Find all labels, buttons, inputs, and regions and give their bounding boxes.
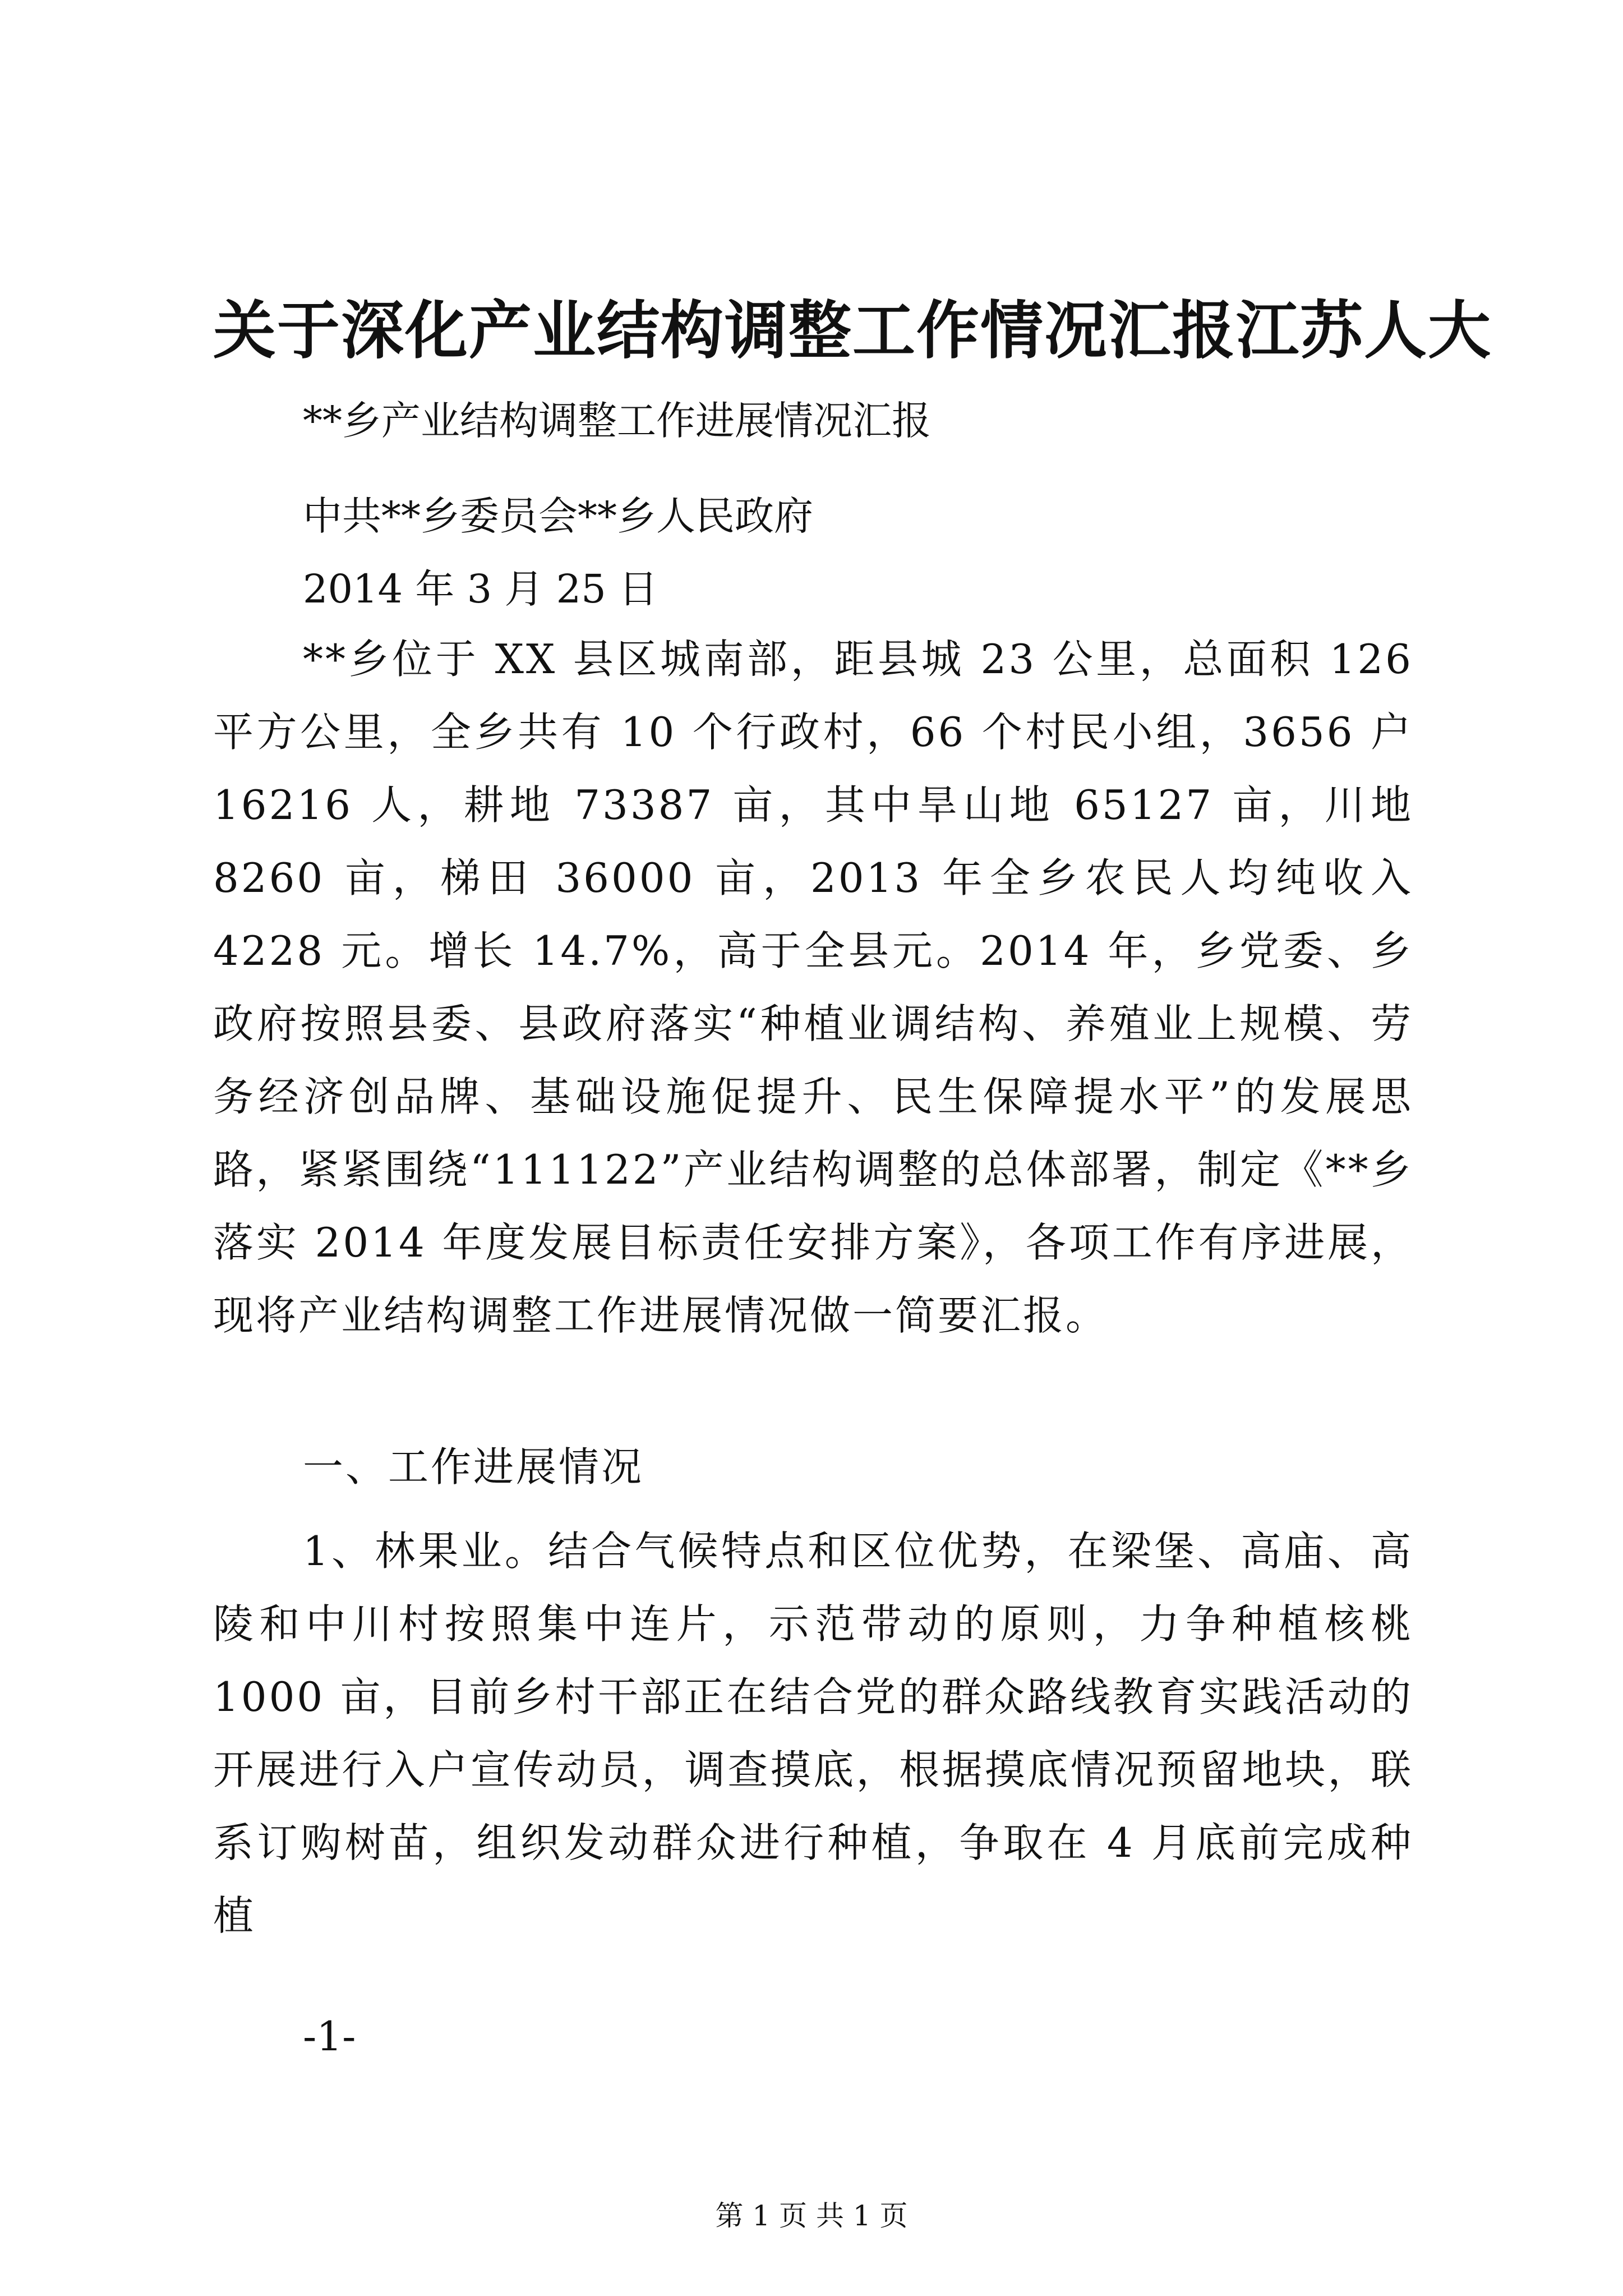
document-date: 2014 年 3 月 25 日 [303,566,658,612]
document-subtitle: **乡产业结构调整工作进展情况汇报 [303,398,931,444]
page-footer: 第 1 页 共 1 页 [715,2200,908,2232]
intro-paragraph: **乡位于 XX 县区城南部，距县城 23 公里，总面积 126 平方公里，全乡共有 10 个行政村，66 个村民小组，3656 户 16216 人，耕地 73387 亩，其中旱山地 65127 亩，川地 8260 亩，梯田 36000 亩，2013 年全乡农民人均纯收入 4228 元。增长 14.7%，高于全县元。2014 年，乡党委、乡政府按照县委、县政府落实“种植业调结构、养殖业上规模、劳务经济创品牌、基础设施促提升、民生保障提水平”的发展思路，紧紧围绕“111122”产业结构调整的总体部署，制定《**乡落实 2014 年度发展目标责任安排方案》，各项工作有序进展，现将产业结构调整工作进展情况做一简要汇报。 [213,636,1413,1339]
section-paragraph: 1、林果业。结合气候特点和区位优势，在梁堡、高庙、高陵和中川村按照集中连片，示范带动的原则，力争种植核桃 1000 亩，目前乡村干部正在结合党的群众路线教育实践活动的开展进行入户宣传动员，调查摸底，根据摸底情况预留地块，联系订购树苗，组织发动群众进行种植，争取在 4 月底前完成种植 [213,1527,1413,1939]
document-issuer: 中共**乡委员会**乡人民政府 [303,493,813,539]
document-title: 关于深化产业结构调整工作情况汇报江苏人大 [213,294,1492,367]
section-heading: 一、工作进展情况 [303,1443,644,1490]
page-marker: -1- [303,2013,356,2060]
